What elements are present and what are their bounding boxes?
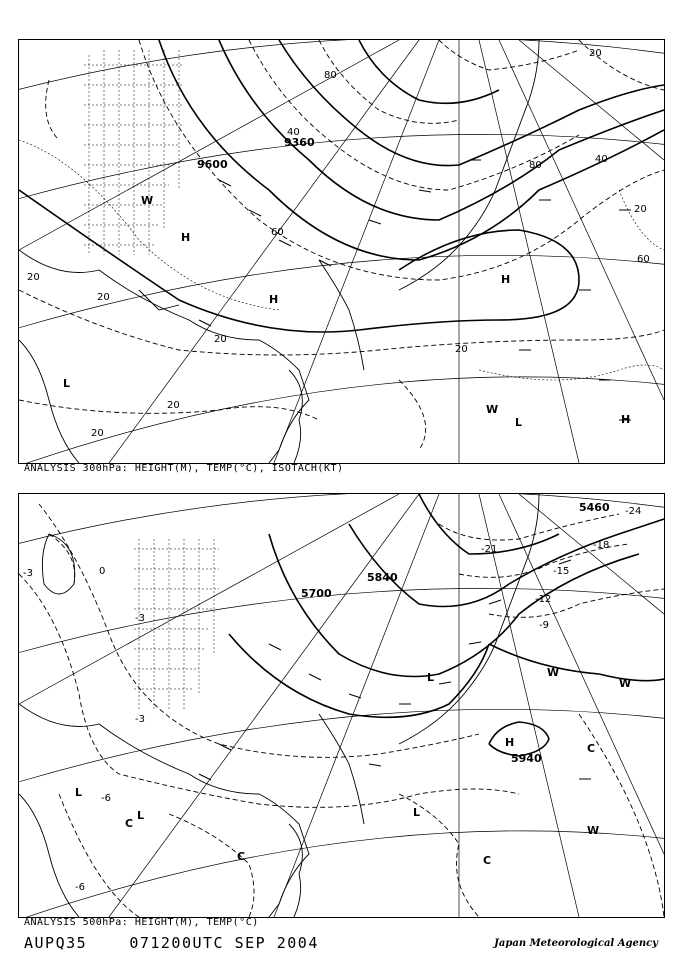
low-center-marker: L <box>75 786 83 799</box>
warm-center-marker: W <box>619 677 632 690</box>
height-contours <box>229 494 664 756</box>
isotach-label: 20 <box>589 48 602 59</box>
temperature-label: -21 <box>481 544 498 555</box>
isotach-label: 80 <box>324 70 337 81</box>
low-center-marker: L <box>137 809 145 822</box>
isotach-label: 40 <box>287 127 300 138</box>
height-label: 5840 <box>367 571 398 584</box>
caption-300hpa: ANALYSIS 300hPa: HEIGHT(M), TEMP(°C), ISOTACH(KT) <box>24 463 344 474</box>
wind-barbs <box>199 560 591 780</box>
temperature-label: -12 <box>535 594 552 605</box>
temperature-label: -3 <box>135 714 145 725</box>
low-center-marker: L <box>413 806 421 819</box>
height-contours <box>19 40 664 332</box>
temperature-label: -24 <box>625 506 642 517</box>
agency-name: Japan Meteorological Agency <box>494 938 658 949</box>
coastlines <box>19 40 539 463</box>
coastlines <box>19 494 539 917</box>
temperature-contours <box>19 140 664 380</box>
low-center-marker: L <box>515 416 523 429</box>
warm-center-marker: W <box>141 194 154 207</box>
meridians <box>19 494 664 917</box>
cold-center-marker: C <box>237 850 246 863</box>
temperature-label: -3 <box>23 568 33 579</box>
high-center-marker: H <box>269 293 279 306</box>
temperature-label: -15 <box>553 566 570 577</box>
terrain-hatch <box>134 539 219 709</box>
height-label: 5460 <box>579 501 610 514</box>
isotach-label: 20 <box>634 204 647 215</box>
temperature-label: 0 <box>99 566 106 577</box>
height-label: 9600 <box>197 158 228 171</box>
warm-center-marker: W <box>587 824 600 837</box>
isotach-label: 60 <box>637 254 650 265</box>
low-center-marker: L <box>63 377 71 390</box>
temperature-label: -3 <box>135 613 145 624</box>
temperature-label: -6 <box>101 793 111 804</box>
isotach-label: 20 <box>97 292 110 303</box>
temperature-label: -9 <box>539 620 549 631</box>
isotach-label: 80 <box>529 160 542 171</box>
isotach-label: 20 <box>214 334 227 345</box>
map-300hpa-canvas <box>19 40 664 463</box>
height-label: 5940 <box>511 752 542 765</box>
cold-center-marker: C <box>587 742 596 755</box>
isotach-label: 60 <box>271 227 284 238</box>
isotach-label: 20 <box>167 400 180 411</box>
isotach-label: 40 <box>595 154 608 165</box>
cold-center-marker: C <box>125 817 134 830</box>
isotach-label: 20 <box>455 344 468 355</box>
high-center-marker: H <box>181 231 191 244</box>
cold-center-marker: C <box>483 854 492 867</box>
isotach-label: 20 <box>91 428 104 439</box>
high-center-marker: H <box>501 273 511 286</box>
chart-identifier <box>24 934 319 952</box>
high-center-marker: H <box>505 736 515 749</box>
terrain-hatch <box>84 50 184 255</box>
analysis-300hpa-map <box>18 39 665 464</box>
height-label: 5700 <box>301 587 332 600</box>
map-code: AUPQ35 <box>24 934 88 952</box>
high-center-marker: H <box>621 413 631 426</box>
low-center-marker: L <box>427 671 435 684</box>
warm-center-marker: W <box>486 403 499 416</box>
isotach-label: 20 <box>27 272 40 283</box>
latitude-circles <box>19 494 664 917</box>
temperature-label: -6 <box>75 882 85 893</box>
analysis-500hpa-map <box>18 493 665 918</box>
height-label: 9360 <box>284 136 315 149</box>
temperature-label: -18 <box>593 540 610 551</box>
valid-time: 071200UTC SEP 2004 <box>129 934 319 952</box>
caption-500hpa: ANALYSIS 500hPa: HEIGHT(M), TEMP(°C) <box>24 917 259 928</box>
map-500hpa-canvas <box>19 494 664 917</box>
warm-center-marker: W <box>547 666 560 679</box>
